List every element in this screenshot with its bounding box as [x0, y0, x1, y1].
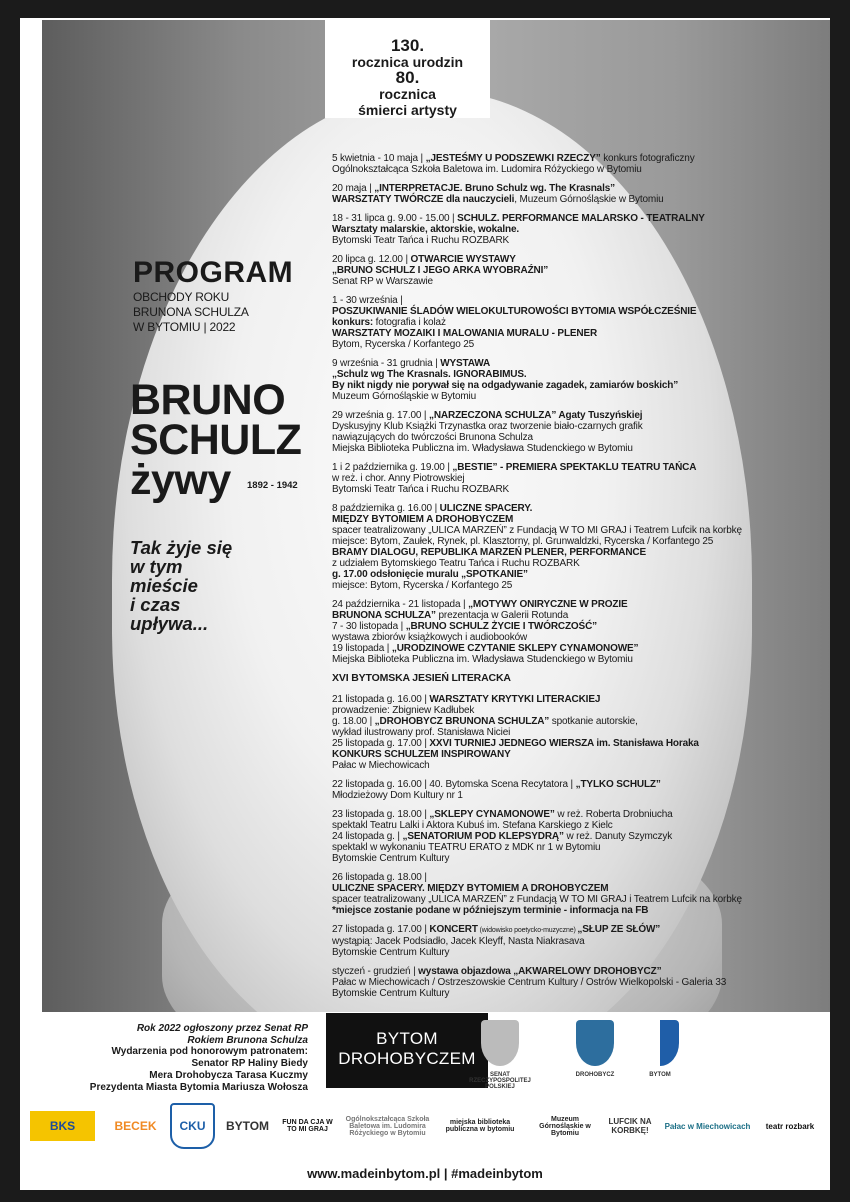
crest-label: SENAT RZECZYPOSPOLITEJ POLSKIEJ	[469, 1072, 531, 1090]
event-text: Miejska Biblioteka Publiczna im. Władysława Studenckiego w Bytomiu	[332, 654, 633, 665]
death-label-2: śmierci artysty	[358, 102, 457, 118]
event-item	[332, 295, 830, 350]
event-line	[332, 547, 830, 558]
title-line: BRUNO	[130, 376, 286, 424]
event-line	[332, 432, 830, 443]
event-text: 5 kwietnia - 10 maja |	[332, 153, 426, 164]
event-text: wykład ilustrowany prof. Stanisława Niciei	[332, 727, 511, 738]
event-text: 26 listopada g. 18.00 |	[332, 872, 427, 883]
event-text: Bytom, Rycerska / Korfantego 25	[332, 339, 475, 350]
event-text: 27 listopada g. 17.00 |	[332, 924, 430, 935]
event-text: 25 listopada g. 17.00 |	[332, 738, 430, 749]
program-heading: PROGRAM	[133, 256, 294, 289]
subtitle-line: BRUNONA SCHULZA	[133, 305, 249, 319]
event-line	[332, 328, 830, 339]
logo-text: BKS	[49, 1119, 76, 1133]
event-text: 7 - 30 listopada |	[332, 621, 406, 632]
event-line	[332, 694, 830, 705]
event-text: 24 listopada g. |	[332, 831, 403, 842]
quote-line: Tak żyje się	[130, 537, 233, 558]
event-line	[332, 977, 830, 988]
event-program-list	[332, 153, 830, 1007]
event-text: „URODZINOWE CZYTANIE SKLEPY CYNAMONOWE”	[391, 643, 639, 654]
event-line	[332, 254, 830, 265]
event-text: „BRUNO SCHULZ I JEGO ARKA WYOBRAŹNI”	[332, 265, 549, 276]
event-item	[332, 213, 830, 246]
event-line	[332, 558, 830, 569]
event-line	[332, 727, 830, 738]
event-text: 18 - 31 lipca g. 9.00 - 15.00 |	[332, 213, 458, 224]
event-line	[332, 443, 830, 454]
event-text: prezentacja w Galerii Rotunda	[435, 610, 569, 621]
event-text: Muzeum Górnośląskie w Bytomiu	[332, 391, 477, 402]
event-item	[332, 694, 830, 771]
event-text: KONKURS SCHULZEM INSPIROWANY	[332, 749, 511, 760]
event-line	[332, 306, 830, 317]
event-text: WARSZTATY KRYTYKI LITERACKIEJ	[429, 694, 601, 705]
sponsor-logo	[530, 1103, 600, 1149]
coat-of-arms-icon	[641, 1020, 679, 1066]
event-text: WYSTAWA	[440, 358, 491, 369]
event-item	[332, 254, 830, 287]
event-text: „Schulz wg The Krasnals. IGNORABIMUS.	[332, 369, 527, 380]
event-text: 20 lipca g. 12.00 |	[332, 254, 411, 265]
event-line	[332, 853, 830, 864]
logo-line: DROHOBYCZEM	[338, 1049, 476, 1068]
event-text: 22 listopada g. 16.00 | 40. Bytomska Scena Recytatora |	[332, 779, 576, 790]
event-line	[332, 988, 830, 999]
event-text: 21 listopada g. 16.00 |	[332, 694, 430, 705]
event-line	[332, 410, 830, 421]
event-text: Dyskusyjny Klub Książki Trzynastka oraz tworzenie biało-czarnych grafik	[332, 421, 643, 432]
event-text: SCHULZ. PERFORMANCE MALARSKO - TEATRALNY	[457, 213, 705, 224]
event-line	[332, 153, 830, 164]
subtitle-line: W BYTOMIU | 2022	[133, 320, 236, 334]
event-line	[332, 790, 830, 801]
event-line	[332, 872, 830, 883]
event-text: Warsztaty malarskie, aktorskie, wokalne.	[332, 224, 520, 235]
event-text: Bytomski Teatr Tańca i Ruchu ROZBARK	[332, 235, 510, 246]
sponsor-logo	[345, 1103, 430, 1149]
event-line	[332, 536, 830, 547]
event-line	[332, 831, 830, 842]
event-line	[332, 779, 830, 790]
patronage-line: Rok 2022 ogłoszony przez Senat RP	[136, 1023, 308, 1034]
event-line	[332, 966, 830, 977]
event-text: spektakl w wykonaniu TEATRU ERATO z MDK nr 1 w Bytomiu	[332, 842, 601, 853]
event-text: z udziałem Bytomskiego Teatru Tańca i Ruchu ROZBARK	[332, 558, 580, 569]
quote-line: i czas	[130, 594, 181, 615]
event-text: w reż. Roberta Drobniucha	[554, 809, 673, 820]
event-line	[332, 621, 830, 632]
crest-label: BYTOM	[649, 1072, 671, 1078]
event-line	[332, 421, 830, 432]
logo-text: LUFCIK NA KORBKĘ!	[608, 1117, 652, 1135]
anniversary-heading	[325, 38, 490, 118]
event-line	[332, 809, 830, 820]
event-line	[332, 164, 830, 175]
event-text: By nikt nigdy nie porywał się na odgadywanie zagadek, zamiarów boskich”	[332, 380, 679, 391]
event-line	[332, 183, 830, 194]
event-line	[332, 894, 830, 905]
subtitle-line: OBCHODY ROKU	[133, 290, 230, 304]
event-item	[332, 872, 830, 916]
event-text: MIĘDZY BYTOMIEM A DROHOBYCZEM	[332, 514, 514, 525]
event-line	[332, 276, 830, 287]
event-line	[332, 235, 830, 246]
event-text: g. 17.00 odsłonięcie muralu „SPOTKANIE”	[332, 569, 528, 580]
event-line	[332, 842, 830, 853]
logo-text: CKU	[179, 1119, 206, 1133]
event-item	[332, 924, 830, 958]
logo-text: BECEK	[114, 1119, 157, 1133]
event-text: Senat RP w Warszawie	[332, 276, 433, 287]
title-line: SCHULZ	[130, 416, 302, 464]
event-text: 19 listopada |	[332, 643, 392, 654]
event-text: XVI BYTOMSKA JESIEŃ LITERACKA	[332, 672, 511, 684]
event-text: „JESTEŚMY U PODSZEWKI RZECZY”	[425, 153, 601, 164]
event-item	[332, 809, 830, 864]
event-text: spektakl Teatru Lalki i Aktora Kubuś im. Stefana Karskiego z Kielc	[332, 820, 613, 831]
title-line: żywy	[130, 456, 231, 504]
event-text: wystawa zbiorów książkowych i audiobooków	[332, 632, 528, 643]
sponsor-logo	[280, 1103, 335, 1149]
event-line	[332, 514, 830, 525]
poster	[20, 18, 830, 1190]
event-item	[332, 779, 830, 801]
event-item	[332, 599, 830, 665]
event-line	[332, 632, 830, 643]
event-line	[332, 525, 830, 536]
event-item	[332, 503, 830, 591]
event-item	[332, 410, 830, 454]
event-text: „SŁUP ZE SŁÓW”	[577, 924, 661, 935]
event-text: „SKLEPY CYNAMONOWE”	[429, 809, 555, 820]
event-line	[332, 738, 830, 749]
event-line	[332, 295, 830, 306]
event-text: POSZUKIWANIE ŚLADÓW WIELOKULTUROWOŚCI BYTOMIA WSPÓŁCZEŚNIE	[332, 306, 697, 317]
logo-text: miejska biblioteka publiczna w bytomiu	[445, 1119, 515, 1133]
event-text: ULICZNE SPACERY.	[439, 503, 533, 514]
event-line	[332, 213, 830, 224]
event-text: styczeń - grudzień |	[332, 966, 419, 977]
event-text: „NARZECZONA SCHULZA” Agaty Tuszyńskiej	[429, 410, 643, 421]
logo-text: teatr rozbark	[765, 1121, 815, 1131]
event-line	[332, 484, 830, 495]
event-text: 1 i 2 października g. 19.00 |	[332, 462, 453, 473]
event-text: BRAMY DIALOGU, REPUBLIKA MARZEŃ PLENER, PERFORMANCE	[332, 547, 647, 558]
event-text: „INTERPRETACJE. Bruno Schulz wg. The Krasnals”	[374, 183, 615, 194]
logo-text: Ogólnokształcąca Szkoła Baletowa im. Ludomira Różyckiego w Bytomiu	[345, 1115, 430, 1137]
event-text: wystawa objazdowa „AKWARELOWY DROHOBYCZ”	[418, 966, 662, 977]
logo-text: Pałac w Miechowicach	[664, 1121, 751, 1131]
event-line	[332, 705, 830, 716]
event-text: „MOTYWY ONIRYCZNE W PROZIE	[468, 599, 628, 610]
event-text: (widowisko poetycko-muzyczne)	[477, 927, 578, 934]
event-text: wystąpią: Jacek Podsiadło, Jacek Kleyff, Nasta Niakrasava	[332, 936, 585, 947]
event-text: spotkanie autorskie,	[549, 716, 638, 727]
event-text: „BESTIE” - PREMIERA SPEKTAKLU TEATRU TAŃCA	[452, 462, 697, 473]
logo-text: FUN DA CJA W TO MI GRAJ	[282, 1119, 333, 1133]
event-text: g. 18.00 |	[332, 716, 375, 727]
event-line	[332, 936, 830, 947]
event-text: BRUNONA SCHULZA”	[332, 610, 436, 621]
event-text: 20 maja |	[332, 183, 375, 194]
event-text: KONCERT	[429, 924, 478, 935]
crest-label: DROHOBYCZ	[575, 1072, 615, 1078]
event-text: miejsce: Bytom, Rycerska / Korfantego 25	[332, 580, 513, 591]
patronage-line: Prezydenta Miasta Bytomia Mariusza Wołosza	[89, 1081, 308, 1093]
crest-senat	[460, 1020, 540, 1090]
event-text: 1 - 30 września |	[332, 295, 403, 306]
event-text: w reż. Danuty Szymczyk	[563, 831, 673, 842]
event-text: XXVI TURNIEJ JEDNEGO WIERSZA im. Stanisława Horaka	[429, 738, 699, 749]
event-text: konkurs fotograficzny	[600, 153, 695, 164]
event-text: spacer teatralizowany „ULICA MARZEŃ” z Fundacją W TO MI GRAJ i Teatrem Lufcik na korbkę	[332, 525, 742, 536]
footer-website[interactable]: www.madeinbytom.pl | #madeinbytom	[307, 1166, 543, 1181]
event-text: 24 października - 21 listopada |	[332, 599, 469, 610]
event-line	[332, 194, 830, 205]
event-line	[332, 599, 830, 610]
event-line	[332, 673, 830, 684]
event-text: Pałac w Miechowicach / Ostrzeszowskie Centrum Kultury / Ostrów Wielkopolski - Galeria 33	[332, 977, 727, 988]
event-text: Bytomski Teatr Tańca i Ruchu ROZBARK	[332, 484, 510, 495]
event-text: 8 października g. 16.00 |	[332, 503, 440, 514]
logo-text: Muzeum Górnośląskie w Bytomiu	[539, 1115, 591, 1137]
event-line	[332, 654, 830, 665]
event-line	[332, 716, 830, 727]
event-item	[332, 966, 830, 999]
event-text: w reż. i chor. Anny Piotrowskiej	[332, 473, 465, 484]
event-line	[332, 569, 830, 580]
sponsor-logo	[225, 1103, 270, 1149]
quote	[130, 538, 232, 633]
event-text: 9 września - 31 grudnia |	[332, 358, 441, 369]
quote-line: mieście	[130, 575, 198, 596]
event-line	[332, 749, 830, 760]
event-text: ULICZNE SPACERY. MIĘDZY BYTOMIEM A DROHOBYCZEM	[332, 883, 609, 894]
event-line	[332, 317, 830, 328]
event-text: „SENATORIUM POD KLEPSYDRĄ”	[402, 831, 564, 842]
event-text: nawiązujących do twórczości Brunona Schulza	[332, 432, 533, 443]
event-line	[332, 339, 830, 350]
event-text: Pałac w Miechowicach	[332, 760, 430, 771]
event-line	[332, 883, 830, 894]
crest-bytom	[630, 1020, 690, 1078]
event-text: *miejsce zostanie podane w późniejszym terminie - informacja na FB	[332, 905, 649, 916]
sponsor-logo	[30, 1111, 95, 1141]
event-text: Młodzieżowy Dom Kultury nr 1	[332, 790, 463, 801]
event-item	[332, 153, 830, 175]
event-text: 29 września g. 17.00 |	[332, 410, 429, 421]
birth-label: rocznica urodzin	[351, 54, 464, 70]
event-item	[332, 462, 830, 495]
life-years: 1892 - 1942	[247, 480, 298, 491]
event-text: „TYLKO SCHULZ”	[575, 779, 661, 790]
patronage-line: Rokiem Brunona Schulza	[187, 1034, 308, 1046]
death-number: 80.	[395, 68, 420, 87]
crest-drohobycz	[565, 1020, 625, 1078]
section-heading	[332, 673, 830, 684]
sponsor-logo	[440, 1103, 520, 1149]
event-line	[332, 369, 830, 380]
event-text: 23 listopada g. 18.00 |	[332, 809, 430, 820]
event-line	[332, 760, 830, 771]
event-text: Miejska Biblioteka Publiczna im. Władysława Studenckiego w Bytomiu	[332, 443, 633, 454]
event-text: miejsce: Bytom, Zaułek, Rynek, pl. Klasztorny, pl. Grunwaldzki, Rycerska / Korfantego 25	[332, 536, 714, 547]
quote-line: upływa...	[130, 613, 209, 634]
event-text: prowadzenie: Zbigniew Kadłubek	[332, 705, 475, 716]
event-item	[332, 358, 830, 402]
event-line	[332, 643, 830, 654]
event-line	[332, 924, 830, 936]
event-text: Bytomskie Centrum Kultury	[332, 988, 450, 999]
coat-of-arms-icon	[481, 1020, 519, 1066]
event-line	[332, 473, 830, 484]
event-line	[332, 947, 830, 958]
patronage-text	[60, 1023, 308, 1093]
event-item	[332, 183, 830, 205]
event-line	[332, 905, 830, 916]
sponsor-logo	[760, 1103, 820, 1149]
event-line	[332, 610, 830, 621]
event-text: , Muzeum Górnośląskie w Bytomiu	[514, 194, 664, 205]
quote-line: w tym	[130, 556, 183, 577]
birth-number: 130.	[390, 36, 425, 55]
event-line	[332, 462, 830, 473]
patronage-line: Mera Drohobycza Tarasa Kuczmy	[149, 1069, 308, 1081]
event-text: „BRUNO SCHULZ ŻYCIE I TWÓRCZOŚĆ”	[405, 621, 597, 632]
event-line	[332, 224, 830, 235]
sponsor-logo	[605, 1103, 655, 1149]
coat-of-arms-icon	[576, 1020, 614, 1066]
sponsor-logos	[20, 1103, 830, 1153]
event-text: Bytomskie Centrum Kultury	[332, 853, 450, 864]
logo-text: BYTOM	[225, 1119, 270, 1133]
patronage-line: Senator RP Haliny Biedy	[191, 1058, 308, 1070]
sponsor-logo	[660, 1103, 755, 1149]
event-text: konkurs:	[332, 317, 374, 328]
event-line	[332, 580, 830, 591]
event-line	[332, 391, 830, 402]
event-text: OTWARCIE WYSTAWY	[410, 254, 516, 265]
program-title-block	[133, 256, 293, 335]
event-line	[332, 820, 830, 831]
event-line	[332, 265, 830, 276]
patronage-line: Wydarzenia pod honorowym patronatem:	[111, 1046, 308, 1058]
event-text: spacer teatralizowany „ULICA MARZEŃ” z Fundacją W TO MI GRAJ i Teatrem Lufcik na korbkę	[332, 894, 742, 905]
event-text: Bytomskie Centrum Kultury	[332, 947, 450, 958]
event-text: WARSZTATY MOZAIKI I MALOWANIA MURALU - PLENER	[332, 328, 598, 339]
death-label-1: rocznica	[379, 86, 436, 102]
event-text: fotografia i kolaż	[373, 317, 446, 328]
sponsor-logo	[108, 1103, 163, 1149]
sponsor-logo	[170, 1103, 215, 1149]
logo-line: BYTOM	[376, 1029, 438, 1048]
event-text: Ogólnokształcąca Szkoła Baletowa im. Ludomira Różyckiego w Bytomiu	[332, 164, 642, 175]
event-line	[332, 380, 830, 391]
event-line	[332, 358, 830, 369]
event-text: WARSZTATY TWÓRCZE dla nauczycieli	[332, 194, 515, 205]
event-line	[332, 503, 830, 514]
event-text: „DROHOBYCZ BRUNONA SCHULZA”	[374, 716, 550, 727]
